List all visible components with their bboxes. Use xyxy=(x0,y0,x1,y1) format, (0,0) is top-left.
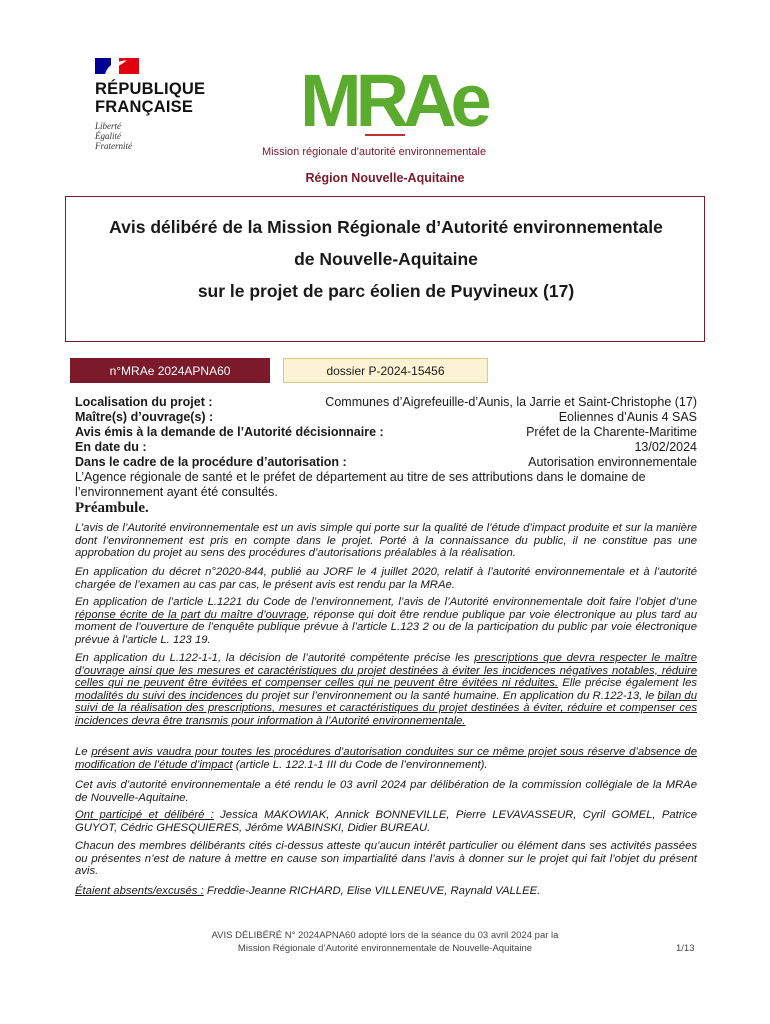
preamble-paragraph-2: En application du décret n°2020-844, publié au JORF le 4 juillet 2020, relatif à l’autorité environnementale et à l’autorité chargée de l’examen au cas par cas, le présent avis est rendu par la MRAe. xyxy=(75,566,697,591)
info-row-autorite xyxy=(75,425,697,440)
preamble-paragraph-4 xyxy=(75,652,697,728)
p7-text: Jessica MAKOWIAK, Annick BONNEVILLE, Pierre LEVAVASSEUR, Cyril GOMEL, Patrice GUYOT, Cédric GHESQUIERES, Jérôme WABINSKI, Didier BUREAU. xyxy=(75,809,697,834)
title-line-3: sur le projet de parc éolien de Puyvineux (17) xyxy=(197,281,575,301)
info-row-date xyxy=(75,440,697,455)
preamble-paragraph-6: Cet avis d’autorité environnementale a été rendu le 03 avril 2024 par délibération de la commission collégiale de la MRAe de Nouvelle-Aquitaine. xyxy=(75,779,697,804)
marianne-flag-icon xyxy=(95,58,139,74)
info-label: Avis émis à la demande de l’Autorité décisionnaire : xyxy=(75,425,384,439)
p4-text-2: Elle précise également les xyxy=(558,677,697,690)
p5-underlined: présent avis vaudra pour toutes les procédures d’autorisation conduites sur ce même projet sous réserve d’absence de modification de l’étude d’impact xyxy=(75,746,697,771)
preamble-paragraph-7 xyxy=(75,809,697,834)
consulted-text: L’Agence régionale de santé et le préfet de département au titre de ses attributions dans le domaine de l’environnement ayant été consultés. xyxy=(75,470,646,499)
p4-text-3: du projet sur l’environnement ou la santé humaine. En application du R.122-13, le xyxy=(242,689,658,702)
mrae-number-badge: n°MRAe 2024APNA60 xyxy=(70,358,270,383)
p3-text-end: , réponse qui doit être rendue publique par voie électronique au plus tard au moment de l’ouverture de l’enquête publique prévue à l’article L.123 2 ou de la participation du public par voie électronique prévue à l’article L. 123 19. xyxy=(75,608,697,646)
p4-underlined-2: modalités du suivi des incidences xyxy=(75,689,243,702)
mrae-logo-icon xyxy=(290,62,490,134)
p3-text: En application de l’article L.1221 du Code de l’environnement, l’avis de l’Autorité environnementale doit faire l’objet d’une xyxy=(75,596,697,608)
info-label: Localisation du projet : xyxy=(75,395,213,409)
p3-underlined: réponse écrite de la part du maître d’ouvrage xyxy=(75,608,307,621)
republique-francaise-logo xyxy=(95,58,215,151)
info-value: Communes d’Aigrefeuille-d’Aunis, la Jarrie et Saint-Christophe (17) xyxy=(325,395,697,409)
p9-text: Freddie-Jeanne RICHARD, Elise VILLENEUVE, Raynald VALLEE. xyxy=(203,885,541,897)
page-number: 1/13 xyxy=(676,943,695,954)
p4-underlined-1: prescriptions que devra respecter le maître d’ouvrage ainsi que les mesures et caractéristiques du projet destinées à éviter les incidences négatives notables, réduire celles qui ne peuvent être évitées et compenser celles qui ne peuvent être évitées ni réduites. xyxy=(75,652,697,690)
preamble-paragraph-5 xyxy=(75,746,697,771)
preamble-title: Préambule. xyxy=(75,500,149,516)
rf-title xyxy=(95,80,215,116)
rf-title-line1: RÉPUBLIQUE xyxy=(95,80,206,98)
info-label: Dans le cadre de la procédure d’autorisation : xyxy=(75,455,347,469)
rf-motto-fraternite: Fraternité xyxy=(95,141,132,151)
info-label: Maître(s) d’ouvrage(s) : xyxy=(75,410,214,424)
footer-line-1: AVIS DÉLIBÉRÉ N° 2024APNA60 adopté lors de la séance du 03 avril 2024 par la xyxy=(211,930,559,941)
preamble-paragraph-8: Chacun des membres délibérants cités ci-dessus atteste qu’aucun intérêt particulier ou élément dans ses activités passées ou présentes n’est de nature à mettre en cause son impartialité dans l’avis à donner sur le projet qui fait l’objet du présent avis. xyxy=(75,840,697,878)
rf-motto xyxy=(95,121,215,151)
p4-text: En application du L.122-1-1, la décision de l’autorité compétente précise les xyxy=(75,652,475,664)
info-row-maitre-ouvrage xyxy=(75,410,697,425)
rf-title-line2: FRANÇAISE xyxy=(95,98,194,116)
info-row-localisation xyxy=(75,395,697,410)
info-label: En date du : xyxy=(75,440,147,454)
mrae-wordmark: MRAe xyxy=(300,62,486,134)
footer-line-2: Mission Régionale d’Autorité environnementale de Nouvelle-Aquitaine xyxy=(237,943,533,954)
info-row-procedure xyxy=(75,455,697,470)
preamble-paragraph-1: L’avis de l’Autorité environnementale est un avis simple qui porte sur la qualité de l’étude d’impact produite et sur la manière dont l’environnement est pris en compte dans le projet. Porté à la connaissance du public, il ne constitue pas une approbation du projet au sens des procédures d’autorisations préalables à la réalisation. xyxy=(75,522,697,560)
mrae-divider xyxy=(365,134,405,136)
region-label: Région Nouvelle-Aquitaine xyxy=(305,171,465,185)
info-value: Préfet de la Charente-Maritime xyxy=(526,425,697,439)
info-value: Eoliennes d’Aunis 4 SAS xyxy=(558,410,697,424)
mrae-caption: Mission régionale d'autorité environnementale xyxy=(262,146,487,158)
info-value: Autorisation environnementale xyxy=(528,455,697,469)
rf-motto-liberte: Liberté xyxy=(95,121,121,131)
p5-text-end: (article L. 122.1-1 III du Code de l’environnement). xyxy=(232,758,488,771)
p7-underlined: Ont participé et délibéré : xyxy=(75,809,214,821)
title-line-2: de Nouvelle-Aquitaine xyxy=(294,249,478,269)
preamble-paragraph-9 xyxy=(75,885,697,898)
info-value: 13/02/2024 xyxy=(634,440,697,454)
dossier-badge: dossier P-2024-15456 xyxy=(283,358,488,383)
rf-motto-egalite: Égalité xyxy=(95,131,121,141)
p5-text: Le xyxy=(75,746,92,758)
p4-underlined-3: bilan du suivi de la réalisation des prescriptions, mesures et caractéristiques du projet destinées à éviter, réduire et compenser ces incidences devra être transmis pour information à l’Autorité environnementale. xyxy=(75,689,697,727)
preamble-paragraph-3 xyxy=(75,596,697,646)
title-box xyxy=(65,196,705,342)
p9-underlined: Étaient absents/excusés : xyxy=(75,885,204,897)
title-line-1: Avis délibéré de la Mission Régionale d’Autorité environnementale xyxy=(109,217,663,237)
